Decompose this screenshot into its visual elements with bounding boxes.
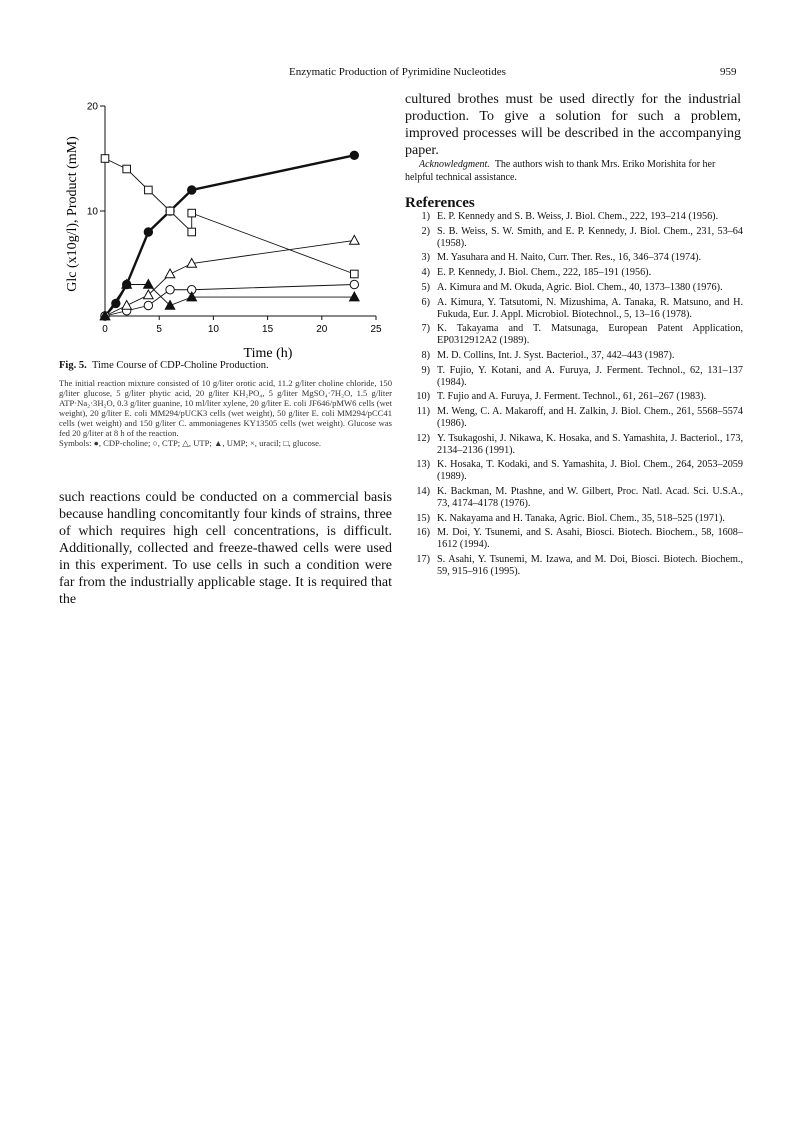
- plot-area: [87, 102, 382, 336]
- utp-point: [165, 269, 175, 278]
- ump-point: [144, 280, 154, 289]
- reference-text: S. Asahi, Y. Tsunemi, M. Izawa, and M. Doi, Biosci. Biotech. Biochem., 59, 915–916 (1995).: [437, 553, 743, 577]
- page-header: [0, 66, 793, 82]
- reference-item: [405, 323, 743, 347]
- acknowledgment: [405, 158, 741, 184]
- x-tick-label: 0: [102, 324, 108, 335]
- glucose-point: [188, 209, 196, 217]
- reference-item: [405, 406, 743, 430]
- reference-number: 5): [421, 281, 430, 293]
- reference-item: [405, 211, 743, 223]
- utp-line: [105, 240, 354, 316]
- reference-item: [405, 282, 743, 294]
- right-column-text: cultured brothes must be used directly for the industrial production. To give a solution for such a problem, improved processes will be described in the accompanying paper.: [405, 92, 741, 158]
- glucose-point: [188, 228, 196, 236]
- glucose-point: [101, 155, 109, 163]
- reference-item: [405, 391, 743, 403]
- reference-item: [405, 350, 743, 362]
- reference-item: [405, 486, 743, 510]
- glucose-point: [166, 207, 174, 215]
- acknowledgment-label: Acknowledgment.: [419, 159, 490, 170]
- reference-number: 12): [416, 432, 430, 444]
- reference-item: [405, 433, 743, 457]
- cdp-choline-point: [144, 228, 152, 236]
- ump-point: [187, 292, 197, 301]
- reference-number: 13): [416, 459, 430, 471]
- reference-item: [405, 459, 743, 483]
- left-column-text: such reactions could be conducted on a commercial basis because handling concomitantly four kinds of strains, three of which requires high cell concentrations, is difficult. Additionally, collected and freeze-thawed cells were used in this experiment. To use cells in such a condition were far from the industrially applicable stage. It is required that the: [59, 490, 392, 607]
- reference-number: 2): [421, 225, 430, 237]
- reference-number: 14): [416, 485, 430, 497]
- reference-item: [405, 226, 743, 250]
- ump-point: [350, 292, 360, 301]
- reference-text: T. Fujio, Y. Kotani, and A. Furuya, J. Ferment. Technol., 62, 131–137 (1984).: [437, 364, 743, 388]
- ctp-point: [166, 286, 174, 294]
- reference-text: A. Kimura, Y. Tatsutomi, N. Mizushima, A. Tanaka, R. Matsuno, and H. Fukuda, Eur. J. Appl. Microbiol. Biotechnol., 5, 13–16 (1978).: [437, 296, 743, 320]
- reference-item: [405, 527, 743, 551]
- glucose-point: [145, 186, 153, 194]
- running-title: Enzymatic Production of Pyrimidine Nucleotides: [289, 66, 506, 78]
- reference-text: Y. Tsukagoshi, J. Nikawa, K. Hosaka, and S. Yamashita, J. Bacteriol., 173, 2134–2136 (1991).: [437, 432, 743, 456]
- ctp-point: [350, 280, 358, 288]
- x-tick-label: 25: [370, 324, 382, 335]
- reference-text: E. P. Kennedy, J. Biol. Chem., 222, 185–191 (1956).: [437, 267, 652, 279]
- cdp-choline-point: [188, 186, 196, 194]
- references-heading: References: [405, 195, 475, 211]
- reference-item: [405, 554, 743, 578]
- y-tick-label: 10: [86, 206, 98, 218]
- x-tick-label: 5: [156, 324, 162, 335]
- figure-5-chart: [58, 96, 398, 361]
- x-tick-label: 20: [316, 324, 328, 335]
- reference-number: 7): [421, 323, 430, 335]
- reference-number: 1): [421, 211, 430, 222]
- reference-text: K. Takayama and T. Matsunaga, European Patent Application, EP0312912A2 (1989).: [437, 323, 743, 347]
- page-number: 959: [720, 66, 737, 78]
- reference-item: [405, 513, 743, 525]
- reference-text: E. P. Kennedy and S. B. Weiss, J. Biol. Chem., 222, 193–214 (1956).: [437, 211, 719, 222]
- reference-text: M. D. Collins, Int. J. Syst. Bacteriol., 37, 442–443 (1987).: [437, 349, 675, 361]
- figure-caption: [59, 361, 392, 448]
- ump-line: [105, 285, 354, 317]
- utp-point: [122, 301, 132, 310]
- figure-title-text: Time Course of CDP-Choline Production.: [91, 360, 269, 371]
- x-tick-label: 10: [207, 324, 219, 335]
- reference-text: K. Hosaka, T. Kodaki, and S. Yamashita, J. Biol. Chem., 264, 2053–2059 (1989).: [437, 459, 743, 483]
- utp-point: [350, 235, 360, 244]
- ctp-line: [105, 285, 354, 317]
- glucose-point: [123, 165, 131, 173]
- glucose-point: [351, 270, 359, 278]
- reference-number: 9): [421, 364, 430, 376]
- cdp-choline-point: [112, 299, 120, 307]
- reference-item: [405, 297, 743, 321]
- x-tick-label: 15: [262, 324, 274, 335]
- ctp-point: [144, 301, 152, 309]
- reference-number: 16): [416, 527, 430, 539]
- reference-item: [405, 267, 743, 279]
- reference-number: 8): [421, 349, 430, 361]
- figure-symbols: Symbols: ●, CDP-choline; ○, CTP; △, UTP; ▲, UMP; ×, uracil; □, glucose.: [59, 437, 322, 448]
- figure-title: [59, 361, 392, 372]
- reference-number: 17): [416, 553, 430, 565]
- reference-number: 15): [416, 512, 430, 524]
- y-axis-label: Glc (x10g/l), Product (mM): [65, 136, 80, 292]
- acknowledgment-text: The authors wish to thank Mrs. Eriko Morishita for her helpful technical assistance.: [405, 159, 716, 183]
- glucose-line: [105, 159, 354, 275]
- reference-text: M. Yasuhara and H. Naito, Curr. Ther. Res., 16, 346–374 (1974).: [437, 252, 702, 264]
- figure-description: The initial reaction mixture consisted of 10 g/liter orotic acid, 11.2 g/liter choline chloride, 150 g/liter glucose, 5 g/liter phytic acid, 20 g/liter KH₂PO₄, 5 g/liter MgSO₄·7H₂O, 1.5 g/liter ATP·Na₂·3H₂O, 0.3 g/liter guanine, 10 ml/liter xylene, 20 g/liter E. coli JF646/pMW6 cells (wet weight), 20 g/liter E. coli MM294/pUCK3 cells (wet weight), 50 g/liter E. coli MM294/pCC41 cells (wet weight) and 150 g/liter C. ammoniagenes KY13505 cells (wet weight). Glucose was fed 20 g/liter at 8 h of the reaction.: [59, 377, 392, 438]
- reference-text: A. Kimura and M. Okuda, Agric. Biol. Chem., 40, 1373–1380 (1976).: [437, 281, 723, 293]
- cdp-choline-point: [350, 151, 358, 159]
- x-axis-label: Time (h): [243, 346, 293, 361]
- reference-number: 6): [421, 296, 430, 308]
- reference-item: [405, 252, 743, 264]
- reference-number: 11): [416, 406, 430, 418]
- references-list: [405, 211, 743, 581]
- reference-text: M. Doi, Y. Tsunemi, and S. Asahi, Biosci. Biotech. Biochem., 58, 1608–1612 (1994).: [437, 527, 743, 551]
- reference-text: M. Weng, C. A. Makaroff, and H. Zalkin, J. Biol. Chem., 261, 5568–5574 (1986).: [437, 406, 743, 429]
- reference-text: T. Fujio and A. Furuya, J. Ferment. Technol., 61, 261–267 (1983).: [437, 391, 707, 403]
- reference-number: 10): [416, 391, 430, 403]
- y-tick-label: 20: [86, 101, 98, 113]
- reference-number: 3): [421, 252, 430, 264]
- reference-text: K. Nakayama and H. Tanaka, Agric. Biol. Chem., 35, 518–525 (1971).: [437, 512, 725, 524]
- cdp-choline-line: [105, 155, 354, 316]
- reference-text: S. B. Weiss, S. W. Smith, and E. P. Kennedy, J. Biol. Chem., 231, 53–64 (1958).: [437, 225, 743, 249]
- reference-text: K. Backman, M. Ptashne, and W. Gilbert, Proc. Natl. Acad. Sci. U.S.A., 73, 4174–4178 (1976).: [437, 485, 743, 509]
- reference-number: 4): [421, 267, 430, 279]
- figure-label: Fig. 5.: [59, 360, 87, 371]
- reference-item: [405, 365, 743, 389]
